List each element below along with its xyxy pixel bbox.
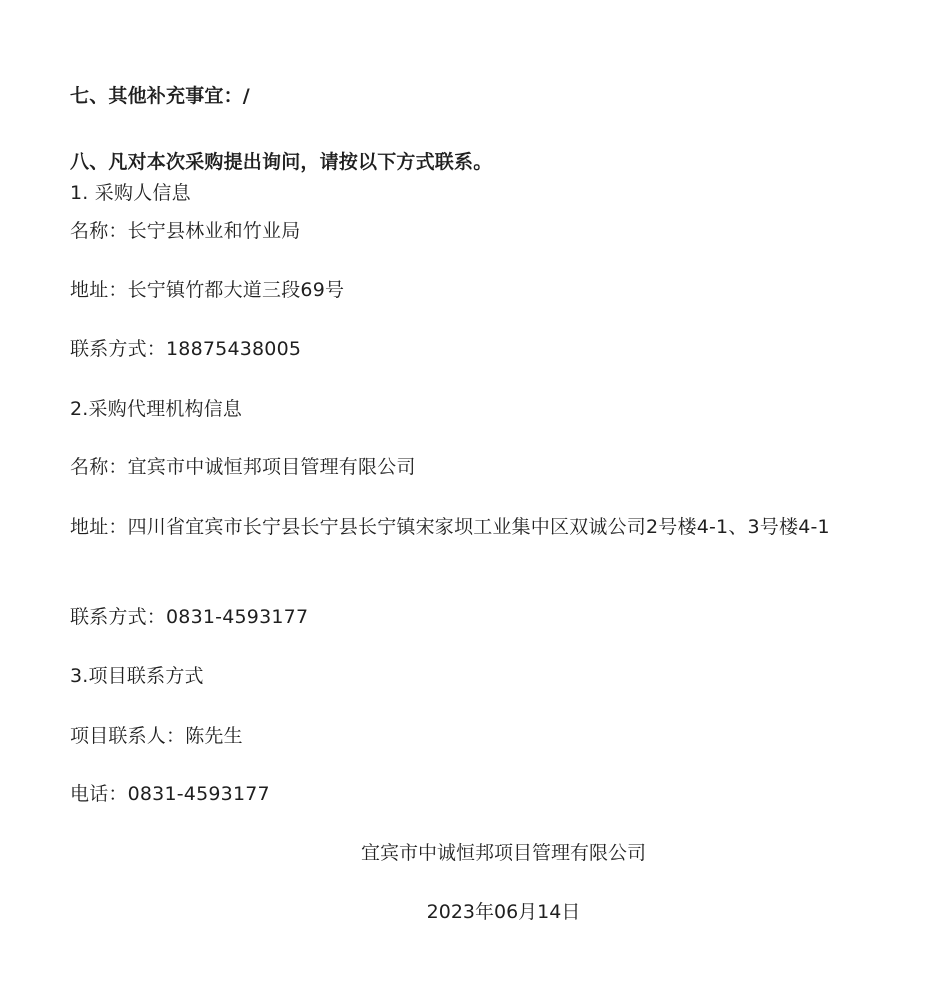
footer-company: 宜宾市中诚恒邦项目管理有限公司	[360, 842, 646, 864]
footer-date: 2023年06月14日	[426, 901, 581, 923]
project-contact-person: 项目联系人：陈先生	[70, 725, 243, 747]
project-contact-title: 3.项目联系方式	[70, 665, 204, 687]
document-body	[70, 0, 880, 988]
purchaser-name: 名称：长宁县林业和竹业局	[70, 220, 301, 242]
agency-address: 地址：四川省宜宾市长宁县长宁县长宁镇宋家坝工业集中区双诚公司2号楼4-1、3号楼4-1	[70, 516, 830, 538]
project-contact-phone: 电话：0831-4593177	[70, 783, 270, 805]
purchaser-title: 1. 采购人信息	[70, 182, 191, 204]
section7-heading: 七、其他补充事宜：/	[70, 85, 250, 107]
purchaser-address: 地址：长宁镇竹都大道三段69号	[70, 279, 345, 301]
agency-contact: 联系方式：0831-4593177	[70, 606, 309, 628]
section8-heading: 八、凡对本次采购提出询问，请按以下方式联系。	[70, 151, 493, 173]
purchaser-contact: 联系方式：18875438005	[70, 338, 302, 360]
agency-title: 2.采购代理机构信息	[70, 398, 243, 420]
agency-name: 名称：宜宾市中诚恒邦项目管理有限公司	[70, 456, 416, 478]
